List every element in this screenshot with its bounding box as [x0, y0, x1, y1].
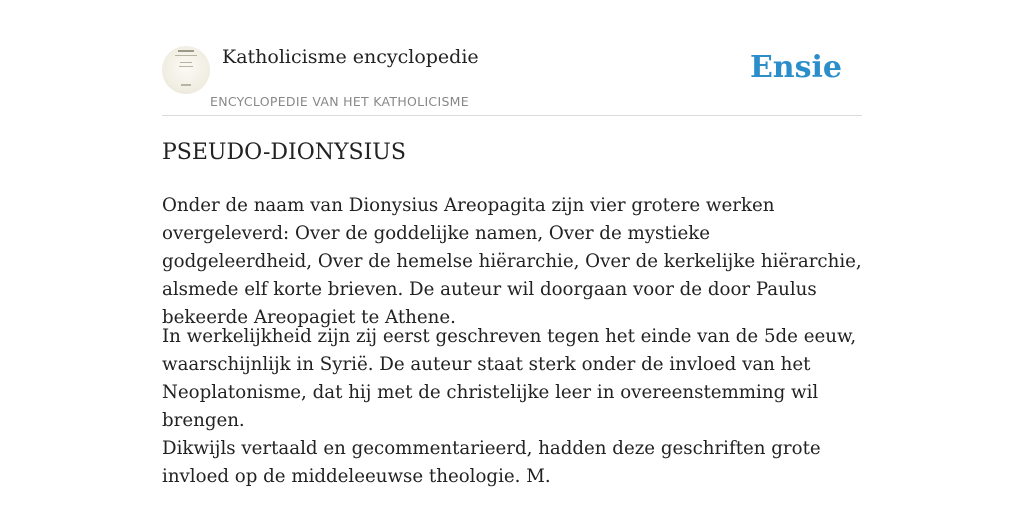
article-title: PSEUDO-DIONYSIUS: [162, 140, 406, 165]
book-cover-icon[interactable]: [162, 46, 210, 94]
site-subtitle: ENCYCLOPEDIE VAN HET KATHOLICISME: [210, 94, 469, 109]
article-paragraph-1: Onder de naam van Dionysius Areopagita zijn vier grotere werken overgeleverd: Over de goddelijke namen, Over de mystieke godgeleerdheid, Over de hemelse hiërarchie, Over de kerkelijke hiërarchie, alsmede elf korte brieven. De auteur wil doorgaan voor de door Paulus bekeerde Areopagiet te Athene.: [162, 195, 862, 328]
article-paragraph-3: Dikwijls vertaald en gecommentarieerd, hadden deze geschriften grote invloed op de middeleeuwse theologie. M.: [162, 438, 821, 487]
page: [162, 0, 862, 512]
article-paragraph-2: In werkelijkheid zijn zij eerst geschreven tegen het einde van de 5de eeuw, waarschijnlijk in Syrië. De auteur staat sterk onder de invloed van het Neoplatonisme, dat hij met de christelijke leer in overeenstemming wil brengen.: [162, 326, 857, 431]
site-title[interactable]: Katholicisme encyclopedie: [222, 46, 479, 68]
site-header: [162, 0, 862, 116]
brand-logo[interactable]: Ensie: [749, 50, 842, 85]
